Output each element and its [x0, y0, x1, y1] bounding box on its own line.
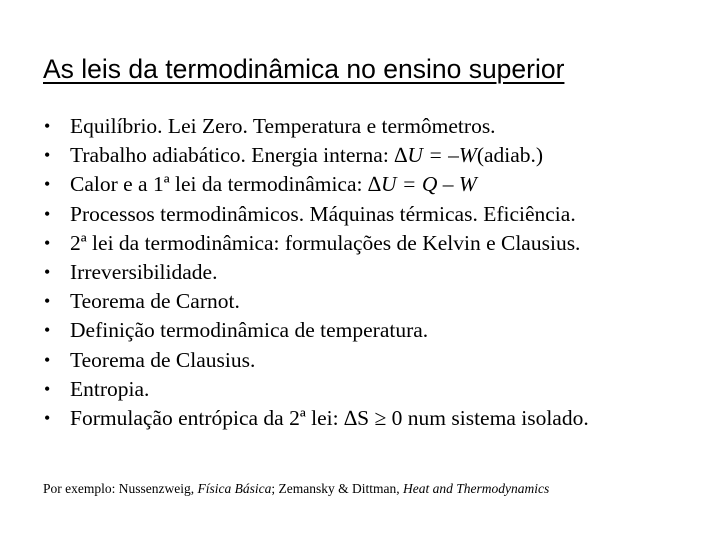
- bullet-text: [70, 258, 217, 287]
- bullet-dot: •: [44, 116, 51, 136]
- bullet-item: [43, 375, 589, 404]
- bullet-text-segment: ∆: [367, 172, 382, 197]
- bullet-list: [43, 112, 589, 433]
- bullet-text: [70, 375, 149, 404]
- footnote-segment: ; Zemansky & Dittman,: [271, 481, 403, 496]
- bullet-text-segment: Equilíbrio. Lei Zero. Temperatura e termômetros.: [70, 114, 496, 138]
- bullet-item: [43, 316, 589, 345]
- bullet-text: [70, 170, 477, 199]
- bullet-dot: •: [44, 232, 51, 253]
- bullet-item: [43, 258, 589, 287]
- bullet-item: [43, 287, 589, 316]
- slide-title: As leis da termodinâmica no ensino superior: [43, 54, 565, 84]
- bullet-item: [43, 404, 589, 433]
- footnote-segment: Física Básica: [197, 481, 272, 496]
- bullet-dot: •: [44, 407, 51, 428]
- bullet-text-segment: (adiab.): [476, 143, 544, 168]
- bullet-item: [43, 170, 589, 199]
- bullet-text-segment: Entropia.: [70, 376, 150, 401]
- bullet-text: [70, 112, 496, 141]
- bullet-text-segment: ∆: [394, 143, 408, 168]
- bullet-text-segment: Formulação entrópica da 2ª lei: ∆S ≥ 0 num sistema isolado.: [70, 405, 589, 430]
- bullet-item: [43, 141, 589, 170]
- bullet-text-segment: Teorema de Carnot.: [70, 289, 240, 314]
- bullet-text: [70, 316, 428, 345]
- bullet-text: [70, 346, 255, 375]
- bullet-text-segment: Teorema de Clausius.: [70, 347, 256, 372]
- bullet-dot: •: [44, 174, 51, 195]
- footnote-segment: Heat and Thermodynamics: [402, 481, 550, 496]
- bullet-text-segment: 2ª lei da termodinâmica: formulações de Kelvin e Clausius.: [70, 230, 581, 255]
- bullet-item: [43, 229, 589, 258]
- bullet-item: [43, 200, 589, 229]
- bullet-text-segment: Definição termodinâmica de temperatura.: [70, 318, 429, 343]
- bullet-item: [43, 112, 589, 141]
- bullet-dot: •: [44, 261, 51, 282]
- bullet-text-segment: U = –W: [407, 143, 477, 168]
- bullet-dot: •: [44, 320, 51, 341]
- bullet-dot: •: [44, 145, 51, 166]
- bullet-dot: •: [44, 378, 51, 399]
- bullet-dot: •: [44, 291, 51, 312]
- bullet-text-segment: Irreversibilidade.: [70, 259, 218, 284]
- bullet-text: [70, 287, 240, 316]
- bullet-text: [70, 200, 576, 229]
- footnote-segment: Por exemplo: Nussenzweig,: [43, 481, 198, 496]
- bullet-dot: •: [44, 203, 51, 224]
- bullet-dot: •: [44, 349, 51, 370]
- bullet-text: [70, 229, 580, 258]
- bullet-text-segment: Trabalho adiabático. Energia interna:: [70, 143, 395, 168]
- footnote: [43, 480, 549, 498]
- bullet-text-segment: Processos termodinâmicos. Máquinas térmicas. Eficiência.: [70, 201, 576, 226]
- bullet-item: [43, 346, 589, 375]
- bullet-text-segment: U = Q – W: [381, 172, 477, 197]
- bullet-text-segment: Calor e a 1ª lei da termodinâmica:: [70, 172, 368, 197]
- bullet-text: [70, 404, 589, 433]
- bullet-text: [70, 141, 543, 170]
